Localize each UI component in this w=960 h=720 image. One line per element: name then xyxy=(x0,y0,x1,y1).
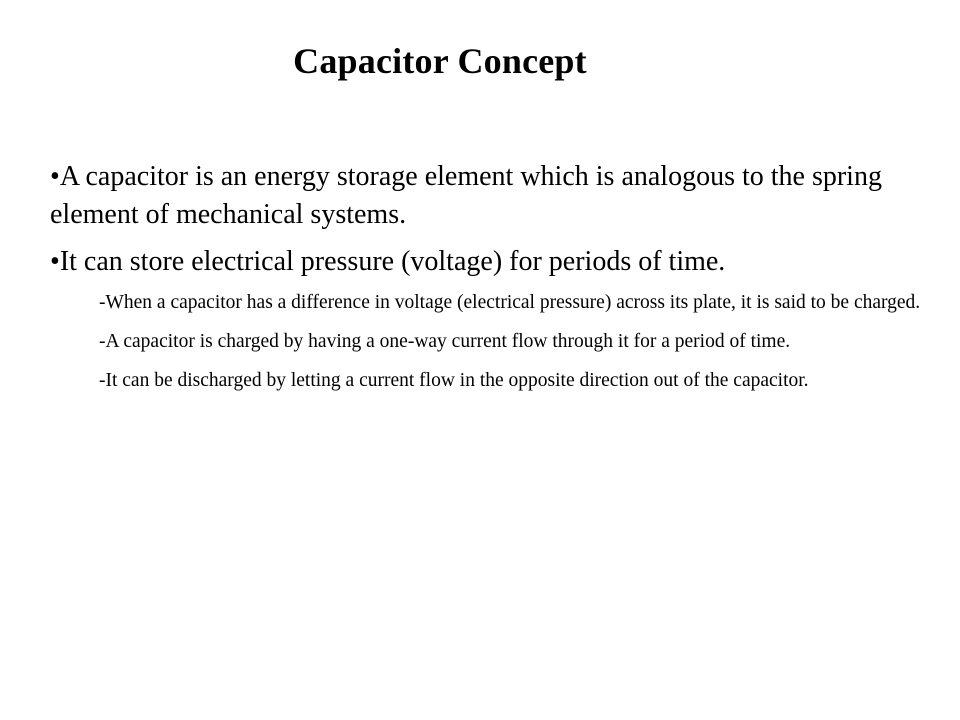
bullet-item xyxy=(50,158,930,234)
slide-title: Capacitor Concept xyxy=(293,41,587,81)
bullet-item xyxy=(50,243,930,281)
bullet-list xyxy=(50,158,930,407)
sub-point-list xyxy=(99,290,925,394)
sub-point: -When a capacitor has a difference in voltage (electrical pressure) across its plate, it is said to be charged. xyxy=(99,292,921,313)
sub-point: -It can be discharged by letting a current flow in the opposite direction out of the capacitor. xyxy=(99,370,809,391)
bullet-text: It can store electrical pressure (voltage) for periods of time. xyxy=(59,246,726,277)
bullet-marker: • xyxy=(50,161,60,192)
bullet-marker: • xyxy=(50,246,60,277)
bullet-text: A capacitor is an energy storage element which is analogous to the spring element of mechanical systems. xyxy=(50,161,882,230)
sub-point: -A capacitor is charged by having a one-way current flow through it for a period of time. xyxy=(99,331,791,352)
